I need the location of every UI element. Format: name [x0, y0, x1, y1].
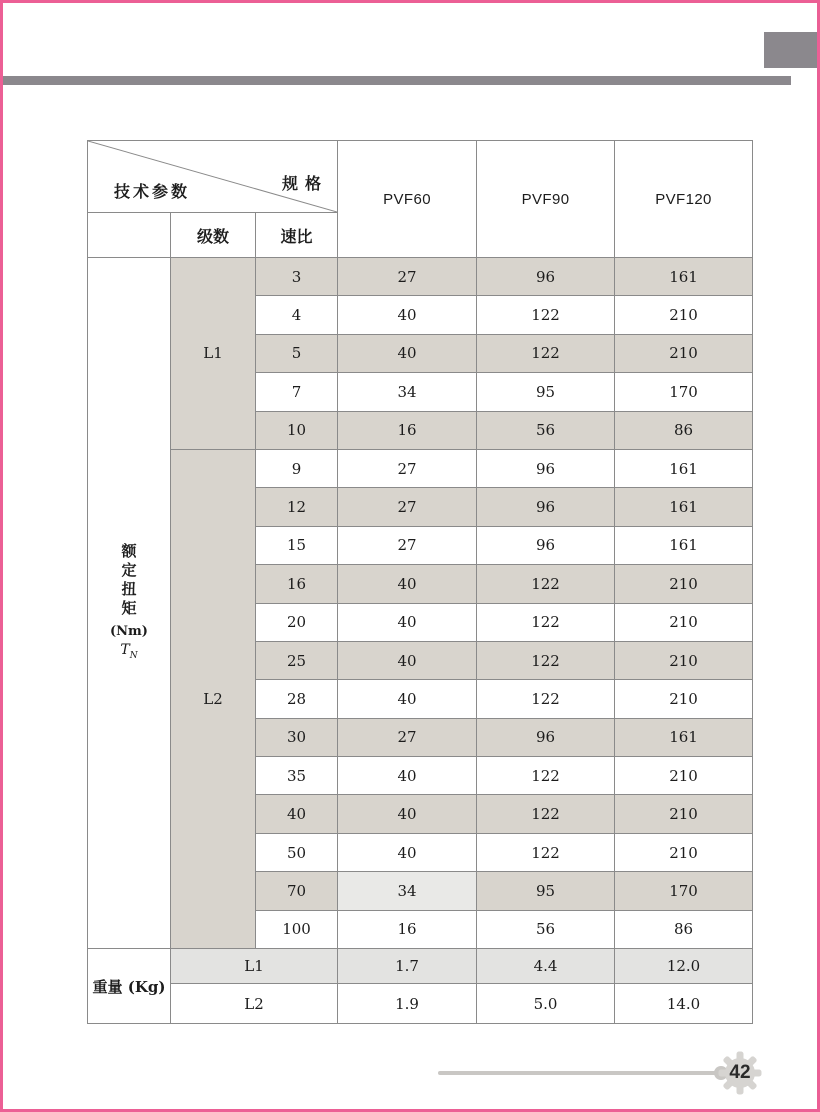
corner-label-tech-params: 技术参数 [114, 182, 191, 201]
header-row-1 [88, 141, 753, 213]
torque-value-pvf120: 210 [615, 334, 753, 372]
torque-value-pvf90: 122 [477, 603, 615, 641]
spec-table [87, 140, 753, 1024]
torque-value-pvf90: 96 [477, 449, 615, 487]
torque-value-pvf60: 40 [338, 833, 477, 871]
torque-value-pvf90: 95 [477, 373, 615, 411]
corner-label-spec: 规格 [282, 174, 329, 193]
ratio-cell: 28 [256, 680, 338, 718]
torque-value-pvf120: 161 [615, 258, 753, 296]
torque-value-pvf60: 27 [338, 449, 477, 487]
footer-rule [438, 1071, 720, 1075]
torque-value-pvf60: 40 [338, 757, 477, 795]
ratio-cell: 40 [256, 795, 338, 833]
col-header-pvf120: PVF120 [615, 141, 753, 258]
torque-value-pvf90: 56 [477, 411, 615, 449]
subheader-stage: 级数 [171, 213, 256, 258]
torque-value-pvf60: 40 [338, 680, 477, 718]
torque-value-pvf90: 122 [477, 334, 615, 372]
ratio-cell: 50 [256, 833, 338, 871]
torque-value-pvf60: 16 [338, 910, 477, 948]
torque-value-pvf90: 122 [477, 757, 615, 795]
torque-value-pvf120: 210 [615, 757, 753, 795]
weight-stage-cell: L2 [171, 984, 338, 1024]
ratio-cell: 16 [256, 565, 338, 603]
torque-value-pvf120: 161 [615, 526, 753, 564]
torque-value-pvf120: 170 [615, 872, 753, 910]
torque-value-pvf60: 40 [338, 565, 477, 603]
torque-value-pvf90: 122 [477, 296, 615, 334]
torque-value-pvf90: 122 [477, 795, 615, 833]
torque-value-pvf60: 40 [338, 296, 477, 334]
torque-value-pvf90: 56 [477, 910, 615, 948]
torque-value-pvf60: 27 [338, 526, 477, 564]
torque-value-pvf60: 27 [338, 718, 477, 756]
diagonal-header-cell [88, 141, 338, 213]
weight-row-l1 [88, 949, 753, 984]
torque-value-pvf90: 122 [477, 565, 615, 603]
subheader-ratio: 速比 [256, 213, 338, 258]
ratio-cell: 30 [256, 718, 338, 756]
torque-value-pvf120: 210 [615, 680, 753, 718]
ratio-cell: 20 [256, 603, 338, 641]
page-number: 42 [729, 1062, 751, 1083]
ratio-cell: 7 [256, 373, 338, 411]
torque-value-pvf120: 86 [615, 910, 753, 948]
ratio-cell: 9 [256, 449, 338, 487]
stage-group-cell-l1: L1 [171, 258, 256, 450]
ratio-cell: 100 [256, 910, 338, 948]
torque-value-pvf120: 86 [615, 411, 753, 449]
torque-value-pvf90: 96 [477, 258, 615, 296]
torque-value-pvf90: 96 [477, 488, 615, 526]
torque-row-9 [88, 449, 753, 487]
ratio-cell: 35 [256, 757, 338, 795]
weight-row-l2 [88, 984, 753, 1024]
ratio-cell: 5 [256, 334, 338, 372]
torque-value-pvf90: 96 [477, 526, 615, 564]
torque-value-pvf120: 161 [615, 449, 753, 487]
weight-value-pvf60: 1.9 [338, 984, 477, 1024]
torque-value-pvf120: 161 [615, 488, 753, 526]
torque-value-pvf90: 96 [477, 718, 615, 756]
ratio-cell: 70 [256, 872, 338, 910]
torque-value-pvf120: 161 [615, 718, 753, 756]
weight-value-pvf120: 14.0 [615, 984, 753, 1024]
torque-value-pvf120: 210 [615, 603, 753, 641]
header-empty-cell [88, 213, 171, 258]
ratio-cell: 3 [256, 258, 338, 296]
stage-group-cell-l2: L2 [171, 449, 256, 948]
torque-value-pvf60: 40 [338, 641, 477, 679]
torque-value-pvf60: 34 [338, 373, 477, 411]
torque-value-pvf60: 27 [338, 258, 477, 296]
torque-value-pvf90: 95 [477, 872, 615, 910]
weight-value-pvf60: 1.7 [338, 949, 477, 984]
torque-value-pvf120: 210 [615, 641, 753, 679]
torque-value-pvf120: 210 [615, 565, 753, 603]
torque-value-pvf60: 34 [338, 872, 477, 910]
torque-row-3 [88, 258, 753, 296]
ratio-cell: 4 [256, 296, 338, 334]
weight-label: 重量 (Kg) [88, 949, 171, 1024]
weight-value-pvf90: 5.0 [477, 984, 615, 1024]
ratio-cell: 15 [256, 526, 338, 564]
weight-value-pvf120: 12.0 [615, 949, 753, 984]
col-header-pvf90: PVF90 [477, 141, 615, 258]
header-rule-bar [3, 76, 791, 85]
torque-value-pvf120: 210 [615, 795, 753, 833]
corner-tab-decoration [764, 32, 817, 68]
torque-value-pvf120: 210 [615, 296, 753, 334]
ratio-cell: 10 [256, 411, 338, 449]
page-number-badge [718, 1051, 762, 1095]
torque-value-pvf120: 170 [615, 373, 753, 411]
torque-value-pvf120: 210 [615, 833, 753, 871]
torque-value-pvf90: 122 [477, 641, 615, 679]
torque-value-pvf90: 122 [477, 680, 615, 718]
ratio-cell: 12 [256, 488, 338, 526]
ratio-cell: 25 [256, 641, 338, 679]
weight-stage-cell: L1 [171, 949, 338, 984]
weight-value-pvf90: 4.4 [477, 949, 615, 984]
spec-table-container [87, 140, 753, 1024]
torque-value-pvf90: 122 [477, 833, 615, 871]
torque-row-label: 额 定 扭 矩 (Nm) $T_N$ [88, 258, 171, 949]
torque-value-pvf60: 16 [338, 411, 477, 449]
torque-value-pvf60: 40 [338, 795, 477, 833]
torque-value-pvf60: 40 [338, 603, 477, 641]
torque-value-pvf60: 40 [338, 334, 477, 372]
torque-value-pvf60: 27 [338, 488, 477, 526]
col-header-pvf60: PVF60 [338, 141, 477, 258]
